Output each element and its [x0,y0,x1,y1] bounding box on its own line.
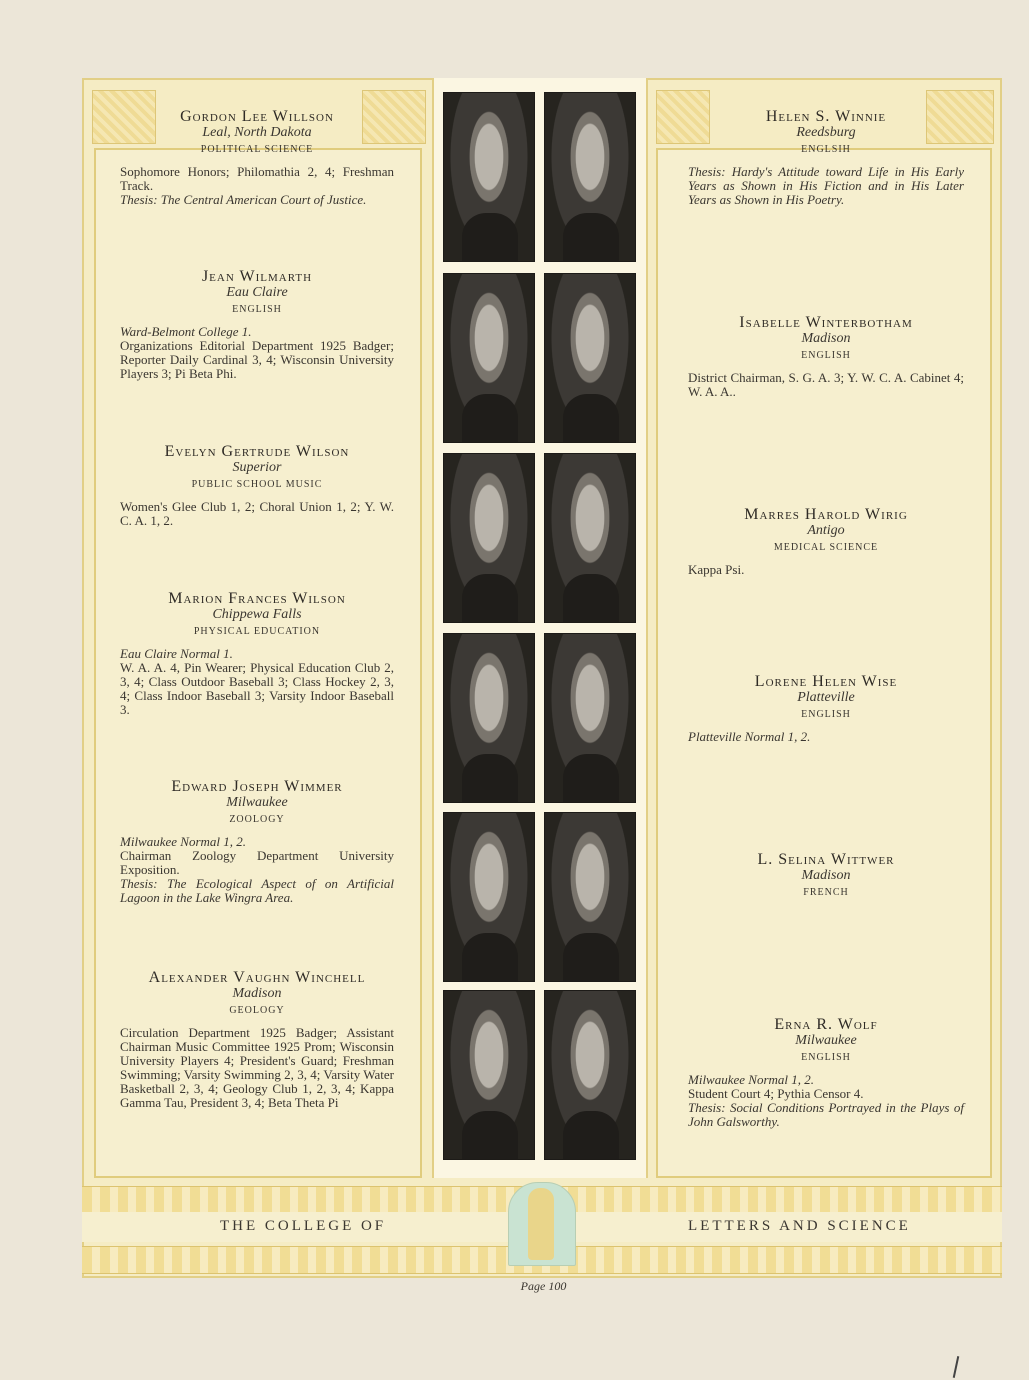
student-prior-school: Milwaukee Normal 1, 2. [688,1072,815,1087]
student-entry [688,316,964,399]
student-prior-school: Platteville Normal 1, 2. [688,729,811,744]
student-activities: Circulation Department 1925 Badger; Assistant Chairman Music Committee 1925 Prom; Wisconsin University Players 4; President's Guard; Freshman Swimming; Varsity Swimming 2, 3, 4; Varsity Water Basketball 2, 3, 4; Geology Club 1, 2, 3, 4; Kappa Gamma Tau, President 3, 4; Beta Theta Pi [120,1025,394,1110]
student-name: L. Selina Wittwer [757,851,895,868]
student-department: ENGLISH [801,1052,851,1063]
portrait-photo [443,990,535,1160]
student-department: ENGLISH [801,350,851,361]
student-entry [688,110,964,207]
student-entry [688,1018,964,1129]
portrait-photo [544,273,636,443]
student-entry [688,853,964,908]
student-name: Edward Joseph Wimmer [171,778,343,795]
page-number: Page 100 [520,1279,567,1293]
portrait-photo [544,633,636,803]
portrait-photo [544,990,636,1160]
student-activities: Chairman Zoology Department University Exposition. [120,848,394,877]
student-name: Gordon Lee Willson [180,108,334,125]
portrait-photo [544,812,636,982]
student-department: FRENCH [803,887,849,898]
student-entry [120,780,394,905]
student-hometown: Milwaukee [226,795,288,810]
student-activities: Organizations Editorial Department 1925 Badger; Reporter Daily Cardinal 3, 4; Wisconsin University Players 3; Pi Beta Phi. [120,338,394,381]
student-department: PUBLIC SCHOOL MUSIC [191,479,323,490]
student-hometown: Chippewa Falls [212,607,302,622]
student-hometown: Madison [801,331,851,346]
student-name: Marion Frances Wilson [168,590,346,607]
portrait-photo [443,633,535,803]
statue-figure-icon [528,1188,554,1260]
student-activities: W. A. A. 4, Pin Wearer; Physical Education Club 2, 3, 4; Class Outdoor Baseball 3; Class Hockey 2, 3, 4; Class Indoor Baseball 3; Varsity Indoor Baseball 3. [120,660,394,717]
student-name: Isabelle Winterbotham [739,314,913,331]
student-entry [688,508,964,577]
student-department: GEOLOGY [229,1005,285,1016]
student-thesis: Thesis: Social Conditions Portrayed in the Plays of John Galsworthy. [688,1100,964,1129]
student-department: MEDICAL SCIENCE [773,542,879,553]
student-name: Marres Harold Wirig [744,506,908,523]
student-hometown: Platteville [797,690,855,705]
student-hometown: Antigo [807,523,845,538]
footer-right-text: LETTERS AND SCIENCE [688,1218,911,1234]
student-entry [688,675,964,744]
student-name: Lorene Helen Wise [754,673,898,690]
portrait-photo [443,92,535,262]
student-department: ENGLSIH [801,144,851,155]
student-department: PHYSICAL EDUCATION [193,626,321,637]
student-entry [120,592,394,717]
student-activities: Kappa Psi. [688,562,745,577]
student-prior-school: Milwaukee Normal 1, 2. [120,834,247,849]
student-entry [120,110,394,207]
student-name: Evelyn Gertrude Wilson [164,443,350,460]
student-department: POLITICAL SCIENCE [200,144,314,155]
student-hometown: Reedsburg [796,125,856,140]
student-hometown: Madison [801,868,851,883]
student-department: ENGLISH [232,304,282,315]
student-department: ZOOLOGY [229,814,285,825]
student-name: Alexander Vaughn Winchell [148,969,366,986]
student-name: Jean Wilmarth [201,268,313,285]
student-name: Erna R. Wolf [774,1016,878,1033]
student-hometown: Superior [232,460,282,475]
student-entry [120,445,394,528]
student-activities: Sophomore Honors; Philomathia 2, 4; Freshman Track. [120,164,394,193]
student-activities: Student Court 4; Pythia Censor 4. [688,1086,864,1101]
student-thesis: Thesis: The Central American Court of Justice. [120,192,367,207]
student-hometown: Leal, North Dakota [202,125,312,140]
portrait-photo [544,92,636,262]
student-entry [120,971,394,1110]
pencil-mark [953,1356,960,1378]
student-hometown: Milwaukee [795,1033,857,1048]
portrait-photo [443,273,535,443]
student-activities: Women's Glee Club 1, 2; Choral Union 1, 2; Y. W. C. A. 1, 2. [120,499,394,528]
student-prior-school: Ward-Belmont College 1. [120,324,252,339]
student-entry [120,270,394,381]
student-thesis: Thesis: The Ecological Aspect of on Artificial Lagoon in the Lake Wingra Area. [120,876,394,905]
footer-left-text: THE COLLEGE OF [220,1218,387,1234]
portrait-photo [544,453,636,623]
portrait-photo [443,812,535,982]
student-hometown: Eau Claire [226,285,288,300]
portrait-photo [443,453,535,623]
student-department: ENGLISH [801,709,851,720]
student-hometown: Madison [232,986,282,1001]
student-activities: District Chairman, S. G. A. 3; Y. W. C. A. Cabinet 4; W. A. A.. [688,370,964,399]
student-thesis: Thesis: Hardy's Attitude toward Life in His Early Years as Shown in His Fiction and in His Later Years as Shown in His Poetry. [688,164,964,207]
student-name: Helen S. Winnie [765,108,887,125]
student-prior-school: Eau Claire Normal 1. [120,646,233,661]
